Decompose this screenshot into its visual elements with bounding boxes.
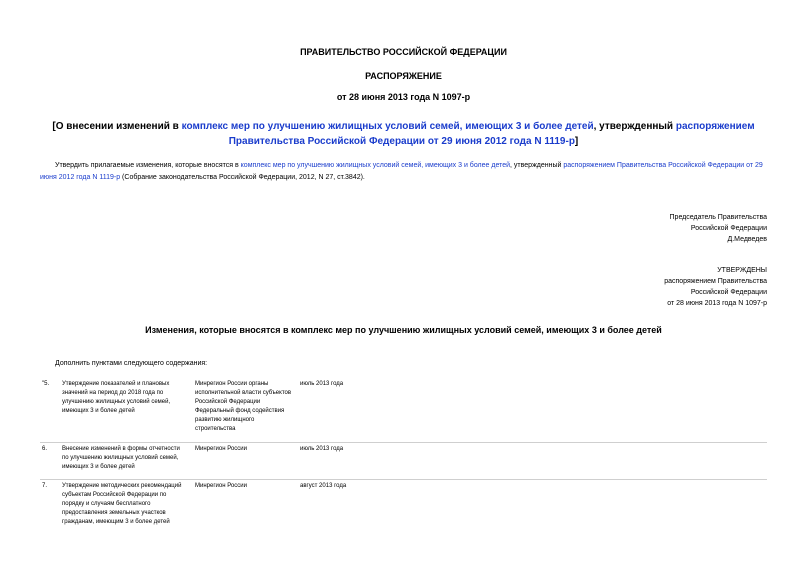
signature-line-3: Д.Медведев	[727, 236, 767, 243]
row-deadline: июль 2013 года	[300, 446, 344, 452]
title-mid: , утвержденный	[593, 121, 676, 132]
row-responsible: Минрегион России	[195, 446, 247, 452]
changes-intro: Дополнить пунктами следующего содержания:	[55, 360, 208, 367]
approved-line-2: распоряжением Правительства	[664, 278, 767, 285]
approved-line-3: Российской Федерации	[690, 289, 767, 296]
title-link-order[interactable]: распоряжением Правительства Российской Федерации от 29 июня 2012 года N 1119-р	[228, 121, 755, 147]
title-close: ]	[574, 136, 579, 147]
approved-line-4: от 28 июня 2013 года N 1097-р	[667, 300, 767, 307]
changes-title: Изменения, которые вносятся в комплекс мер по улучшению жилищных условий семей, имеющих 3 и более детей	[145, 325, 662, 335]
row-action: Утверждение методических рекомендаций субъектам Российской Федерации по порядку и случаям бесплатного предоставления земельных участков гражданам, имеющим 3 и более детей	[62, 483, 182, 525]
title-open: [О внесении изменений в	[52, 121, 182, 132]
para-link-complex[interactable]: комплекс мер по улучшению жилищных условий семей, имеющих 3 и более детей	[240, 162, 511, 169]
para-mid: , утвержденный	[510, 162, 564, 169]
row-divider	[40, 442, 767, 443]
row-number: 7.	[42, 483, 48, 489]
row-deadline: август 2013 года	[300, 483, 347, 489]
signature-line-2: Российской Федерации	[690, 225, 767, 232]
row-responsible: Минрегион России органы исполнительной власти субъектов Российской Федерации Федеральный фонд содействия развитию жилищного строительства	[195, 381, 292, 432]
para-start: Утвердить прилагаемые изменения, которые вносятся в	[55, 162, 241, 169]
government-heading: ПРАВИТЕЛЬСТВО РОССИЙСКОЙ ФЕДЕРАЦИИ	[300, 47, 507, 57]
row-deadline: июль 2013 года	[300, 381, 344, 387]
row-action: Утверждение показателей и плановых значений на период до 2018 года по улучшению жилищных условий семей, имеющих 3 и более детей	[62, 381, 171, 414]
main-paragraph	[40, 160, 770, 184]
row-responsible: Минрегион России	[195, 483, 247, 489]
row-divider	[40, 479, 767, 480]
approved-line-1: УТВЕРЖДЕНЫ	[717, 267, 767, 274]
row-action: Внесение изменений в формы отчетности по улучшению жилищных условий семей, имеющих 3 и более детей	[62, 446, 180, 470]
title-link-complex[interactable]: комплекс мер по улучшению жилищных условий семей, имеющих 3 и более детей	[181, 121, 594, 132]
signature-block	[670, 212, 767, 245]
document-title	[40, 119, 767, 149]
row-number: 6.	[42, 446, 48, 452]
signature-line-1: Председатель Правительства	[669, 214, 767, 221]
document-type: РАСПОРЯЖЕНИЕ	[365, 71, 442, 81]
row-number: "5.	[42, 381, 50, 387]
para-link-order[interactable]: распоряжением Правительства Российской Федерации от 29 июня 2012 года N 1119-р	[40, 162, 763, 181]
approved-block	[664, 265, 767, 309]
document-date-number: от 28 июня 2013 года N 1097-р	[336, 92, 471, 102]
para-end: (Собрание законодательства Российской Федерации, 2012, N 27, ст.3842).	[120, 174, 365, 181]
